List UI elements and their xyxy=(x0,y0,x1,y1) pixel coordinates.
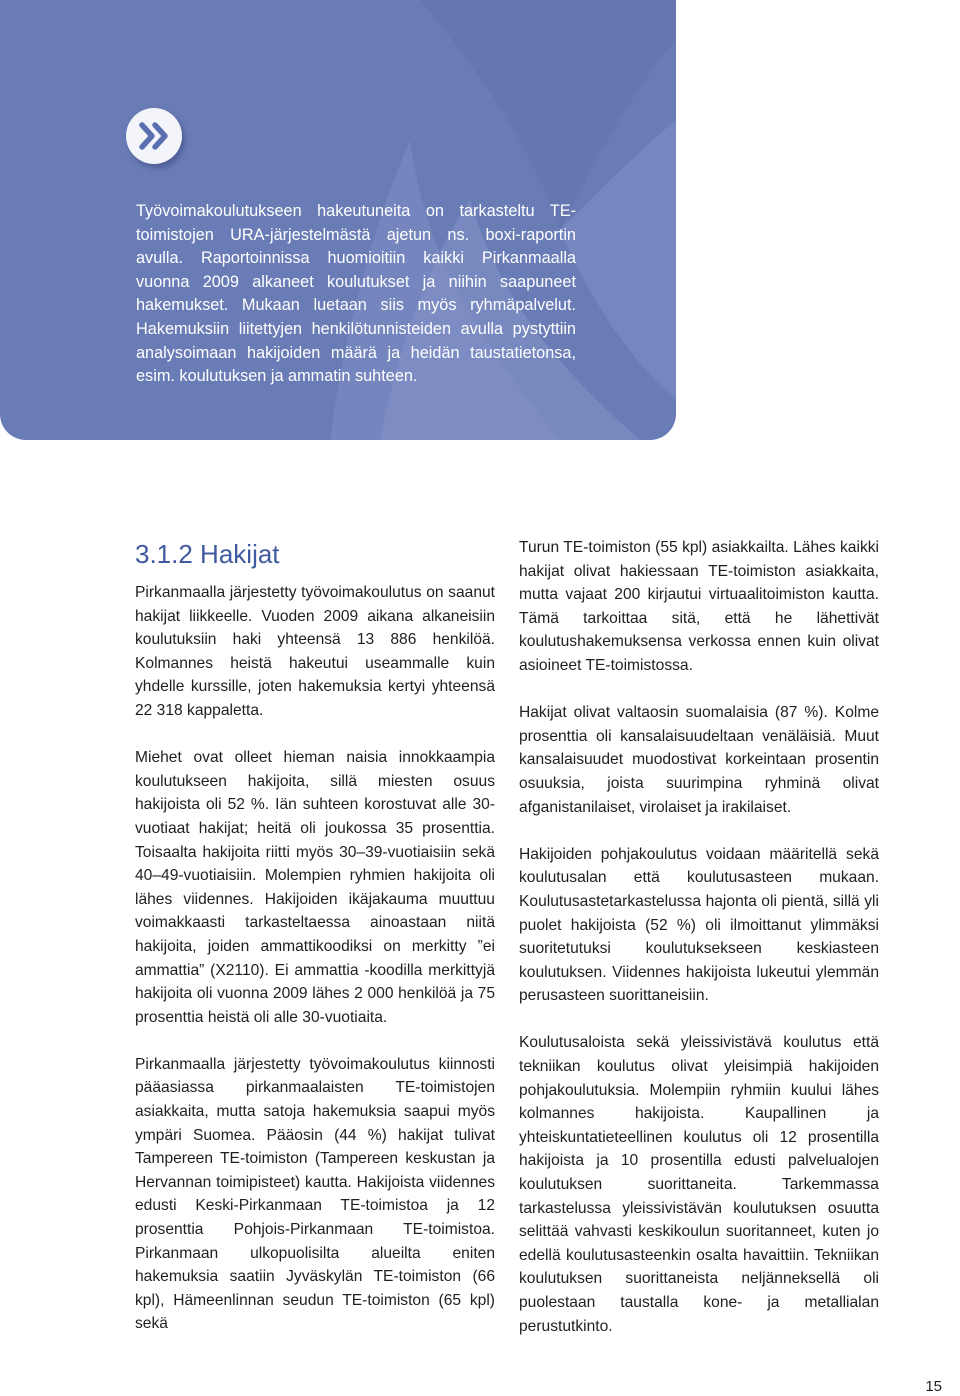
paragraph: Turun TE-toimiston (55 kpl) asiakkailta. Lähes kaikki hakijat olivat hakiessaan TE-toimiston asiakkaita, mutta vajaat 200 kirjautui virtuaalitoimiston kautta. Tämä tarkoittaa sitä, että he lähettivät koulutushakemuksensa verkossa ennen kuin olivat asioineet TE-toimistossa. xyxy=(519,539,879,674)
paragraph: Hakijat olivat valtaosin suomalaisia (87 %). Kolme prosenttia oli kansalaisuudeltaan venäläisiä. Muut kansalaisuudet muodostivat korkeintaan prosentin osuuksia, joista suurimpina ryhminä olivat afganistanilaiset, virolaiset ja irakilaiset. xyxy=(519,704,879,816)
double-chevron-right-icon xyxy=(126,108,182,164)
chevron-badge xyxy=(126,108,182,164)
paragraph: Pirkanmaalla järjestetty työvoimakoulutus kiinnosti pääasiassa pirkanmaalaisten TE-toimistojen asiakkaita, mutta satoja hakemuksia saapui myös ympäri Suomea. Pääosin (44 %) hakijat tulivat Tampereen TE-toimiston (Tampereen keskustan ja Hervannan toimipisteet) kautta. Hakijoista viidennes edusti Keski-Pirkanmaan TE-toimistoa ja 12 prosenttia Pohjois-Pirkanmaan TE-toimistoa. Pirkanmaan ulkopuolisilta alueilta eniten hakemuksia saatiin Jyväskylän TE-toimiston (66 kpl), Hämeenlinnan seudun TE-toimiston (65 kpl) sekä xyxy=(135,1055,495,1333)
paragraph: Koulutusaloista sekä yleissivistävä koulutus että tekniikan koulutus olivat yleisimpiä hakijoiden pohjakoulutuksia. Molempiin ryhmiin kuului lähes kolmannes hakijoista. Kaupallinen ja yhteiskuntatieteellinen koulutus oli 12 prosentilla hakijoista ja 10 prosentilla edusti palvelualojen koulutuksen suorittaneita. Tarkemmassa tarkastelussa yleissivistävän koulutuksen osuutta selittää vahvasti keskikoulun suoritanneet, kuten jo edellä koulutusasteenkin osalta havaittiin. Tekniikan koulutuksen suorittaneista neljänneksellä oli puolestaan taustalla kone- ja metallialan perustutkinto. xyxy=(519,1034,879,1335)
info-box xyxy=(0,0,676,440)
paragraph: Pirkanmaalla järjestetty työvoimakoulutus on saanut hakijat liikkeelle. Vuoden 2009 aikana alkaneisiin koulutuksiin haki yhteensä 13 886 henkilöä. Kolmannes heistä hakeutui useammalle kuin yhdelle kurssille, joten hakemuksia kertyi yhteensä 22 318 kappaletta. xyxy=(135,584,495,719)
right-column xyxy=(519,536,879,1362)
info-box-text: Työvoimakoulutukseen hakeutuneita on tarkasteltu TE-toimistojen URA-järjestelmästä ajetun ns. boxi-raportin avulla. Raportoinnissa huomioitiin kaikki Pirkanmaalla vuonna 2009 alkaneet koulutukset ja niihin saapuneet hakemukset. Mukaan luetaan siis myös ryhmäpalvelut. Hakemuksiin liitettyjen henkilötunnisteiden avulla pystyttiin analysoimaan hakijoiden määrä ja heidän taustatietonsa, esim. koulutuksen ja ammatin suhteen. xyxy=(136,202,576,386)
section-heading: 3.1.2 Hakijat xyxy=(135,539,280,569)
page-number: 15 xyxy=(925,1378,942,1395)
paragraph: Miehet ovat olleet hieman naisia innokkaampia koulutukseen hakijoita, sillä miesten osuus hakijoista oli 52 %. Iän suhteen korostuvat alle 30-vuotiaat hakijat; heitä oli joukossa 35 prosenttia. Toisaalta hakijoita riitti myös 30–39-vuotiaisiin sekä 40–49-vuotiaisiin. Molempien ryhmien hakijoita oli lähes viidennes. Hakijoiden ikäjakauma muuttuu voimakkaasti tarkasteltaessa ainoastaan niitä hakijoita, joiden ammattikoodiksi on merkitty ”ei ammattia” (X2110). Ei ammattia -koodilla merkittyjä hakijoita oli vuonna 2009 lähes 2 000 henkilöä ja 75 prosenttia heistä oli alle 30-vuotiaita. xyxy=(135,749,495,1026)
left-column xyxy=(135,581,495,1360)
paragraph: Hakijoiden pohjakoulutus voidaan määritellä sekä koulutusalan että koulutusasteen mukaan. Koulutusastetarkastelussa hajonta oli pientä, sillä yli puolet hakijoista (52 %) oli ilmoittanut ylimmäksi suoritetutuksi koulutuksekseen keskiasteen koulutuksen. Viidennes hakijoista lukeutui ylemmän perusasteen suorittaneisiin. xyxy=(519,845,879,1005)
